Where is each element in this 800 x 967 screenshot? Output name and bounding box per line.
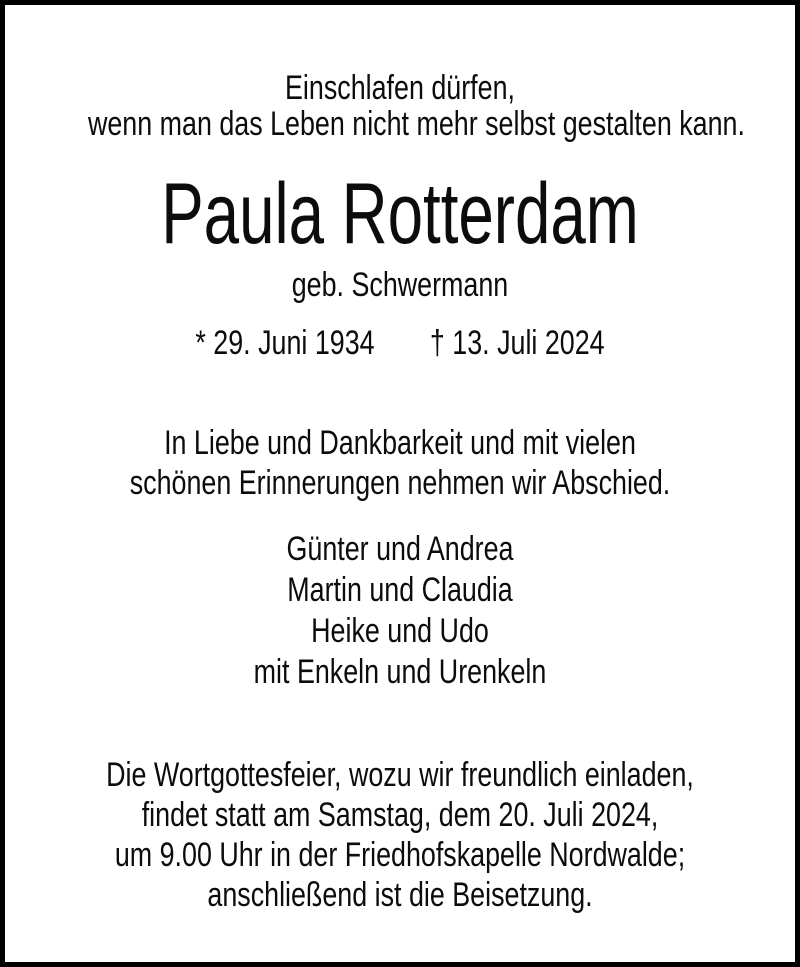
life-dates-row <box>88 323 712 363</box>
epigraph <box>87 69 745 143</box>
tribute-line-2: schönen Erinnerungen nehmen wir Abschied. <box>129 464 671 502</box>
death-date: † 13. Juli 2024 <box>429 324 605 362</box>
birth-date: * 29. Juni 1934 <box>195 324 375 362</box>
mourner-line: mit Enkeln und Urenkeln <box>253 653 547 691</box>
epigraph-line-2: wenn man das Leben nicht mehr selbst gestalten kann. <box>87 105 745 143</box>
service-line-2: findet statt am Samstag, dem 20. Juli 2024, <box>141 796 659 834</box>
epigraph-line-1: Einschlafen dürfen, <box>285 69 515 107</box>
maiden-name: geb. Schwermann <box>291 266 509 304</box>
service-line-3: um 9.00 Uhr in der Friedhofskapelle Nordwalde; <box>114 836 686 874</box>
service-line-1: Die Wortgottesfeier, wozu wir freundlich einladen, <box>106 756 694 794</box>
mourner-line: Günter und Andrea <box>286 530 514 568</box>
tribute-line-1: In Liebe und Dankbarkeit und mit vielen <box>164 424 636 462</box>
mourner-line: Heike und Udo <box>311 612 489 650</box>
mourner-line: Martin und Claudia <box>287 571 513 609</box>
mourners-list <box>88 529 712 693</box>
service-announcement <box>88 755 712 915</box>
tribute-paragraph <box>88 423 712 503</box>
service-line-4: anschließend ist die Beisetzung. <box>207 876 593 914</box>
deceased-name: Paula Rotterdam <box>161 166 639 262</box>
